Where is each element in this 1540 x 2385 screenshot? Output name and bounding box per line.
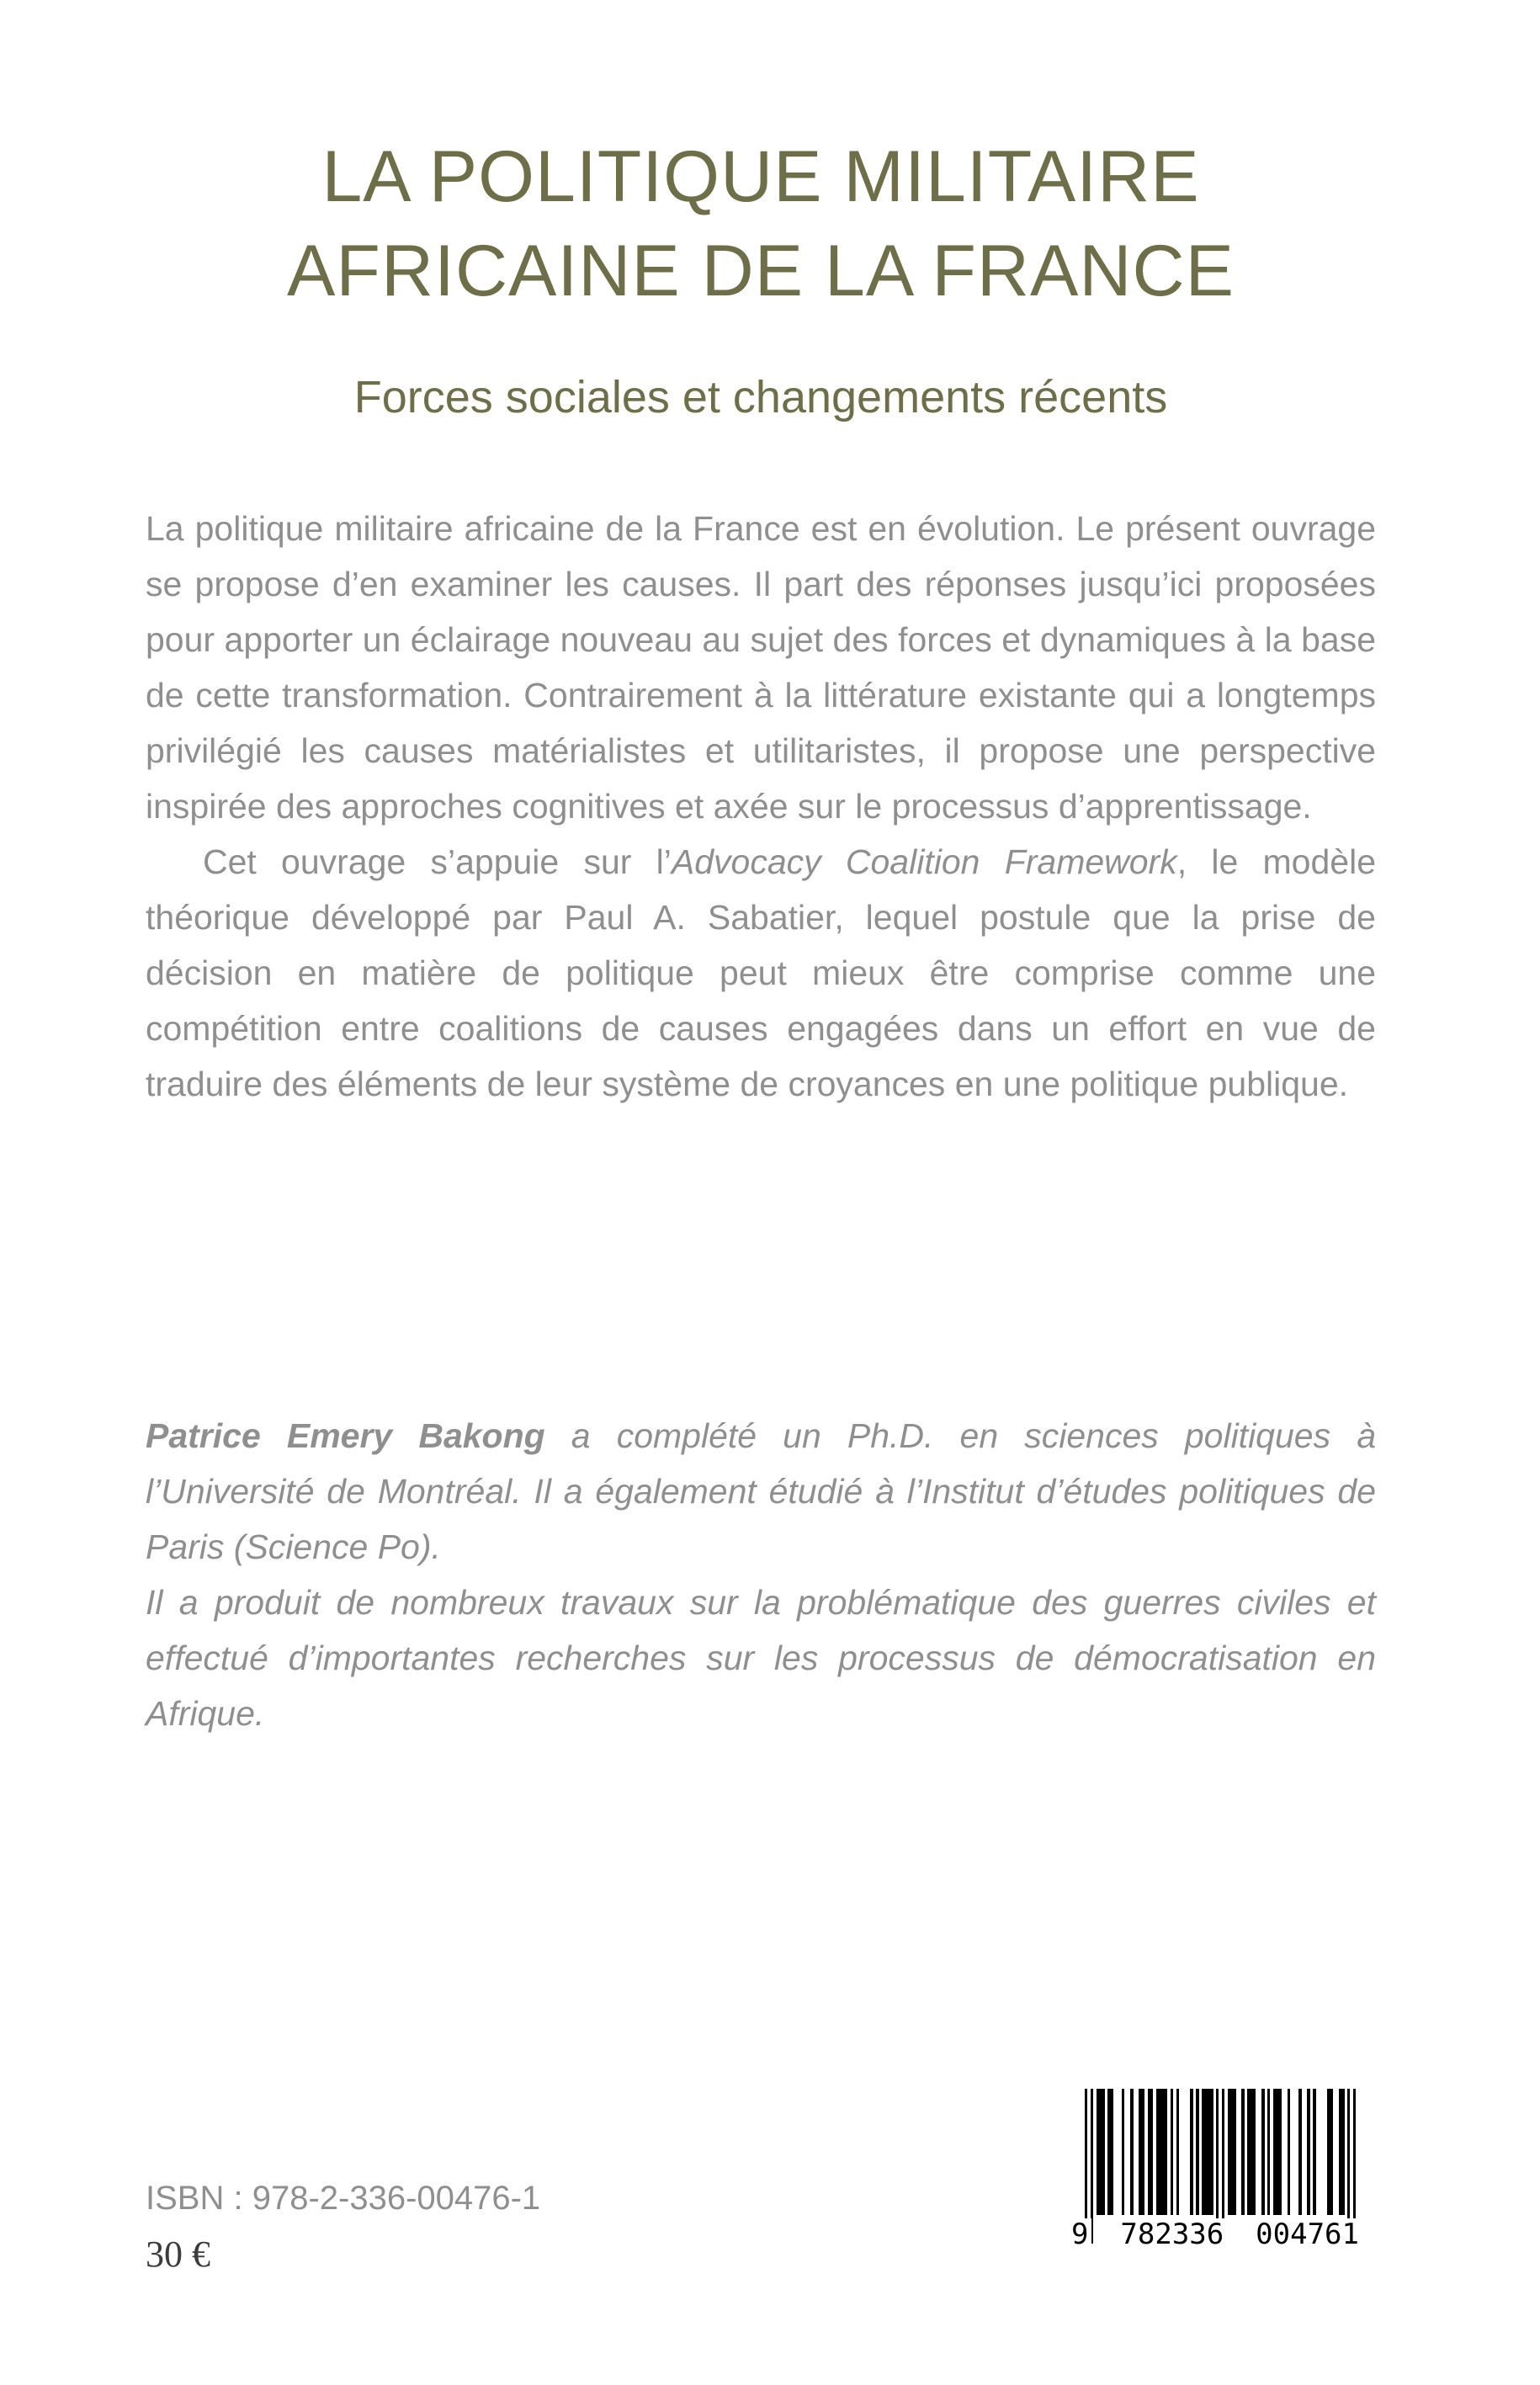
author-bio-rest: a complété un Ph.D. en sciences politiques à l’Université de Montréal. Il a également étudié à l’Institut d’études politiques de Paris (Science Po).: [146, 1416, 1377, 1566]
synopsis-paragraph-2-italic-phrase: Advocacy Coalition Framework: [671, 842, 1177, 881]
book-title: [146, 130, 1376, 319]
author-bio-paragraph-1: [146, 1408, 1376, 1575]
barcode-digit-lead: 9: [1068, 2218, 1091, 2250]
synopsis: [146, 501, 1376, 1112]
barcode-digits-group1: 782336: [1117, 2218, 1227, 2250]
content-column: [146, 0, 1376, 1741]
synopsis-paragraph-2-post: , le modèle théorique développé par Paul A. Sabatier, lequel postule que la prise de décision en matière de politique peut mieux être comprise comme une compétition entre coalitions de causes engagées dans un effort en vue de traduire des éléments de leur système de croyances en une politique publique.: [146, 842, 1377, 1103]
book-title-line1: LA POLITIQUE MILITAIRE: [321, 136, 1200, 217]
synopsis-paragraph-2: [146, 834, 1376, 1112]
barcode-digits-group2: 004761: [1252, 2218, 1362, 2250]
synopsis-paragraph-1: La politique militaire africaine de la France est en évolution. Le présent ouvrage se propose d’en examiner les causes. Il part des réponses jusqu’ici proposées pour apporter un éclairage nouveau au sujet des forces et dynamiques à la base de cette transformation. Contrairement à la littérature existante qui a longtemps privilégié les causes matérialistes et utilitaristes, il propose une perspective inspirée des approches cognitives et axée sur le processus d’apprentissage.: [146, 508, 1376, 826]
book-subtitle: Forces sociales et changements récents: [353, 371, 1168, 422]
isbn-text: ISBN : 978-2-336-00476-1: [146, 2180, 541, 2217]
footer-left: [146, 2180, 540, 2276]
barcode-number: [1071, 2218, 1362, 2251]
synopsis-paragraph-2-pre: Cet ouvrage s’appuie sur l’: [203, 842, 672, 881]
author-bio-paragraph-2: Il a produit de nombreux travaux sur la problématique des guerres civiles et effectué d’importantes recherches sur les processus de démocratisation en Afrique.: [146, 1582, 1376, 1733]
price-text: 30 €: [146, 2234, 210, 2275]
author-bio: [146, 1408, 1376, 1741]
book-title-line2: AFRICAINE DE LA FRANCE: [287, 230, 1235, 311]
author-name: Patrice Emery Bakong: [146, 1416, 545, 1455]
barcode: [1071, 2085, 1367, 2251]
